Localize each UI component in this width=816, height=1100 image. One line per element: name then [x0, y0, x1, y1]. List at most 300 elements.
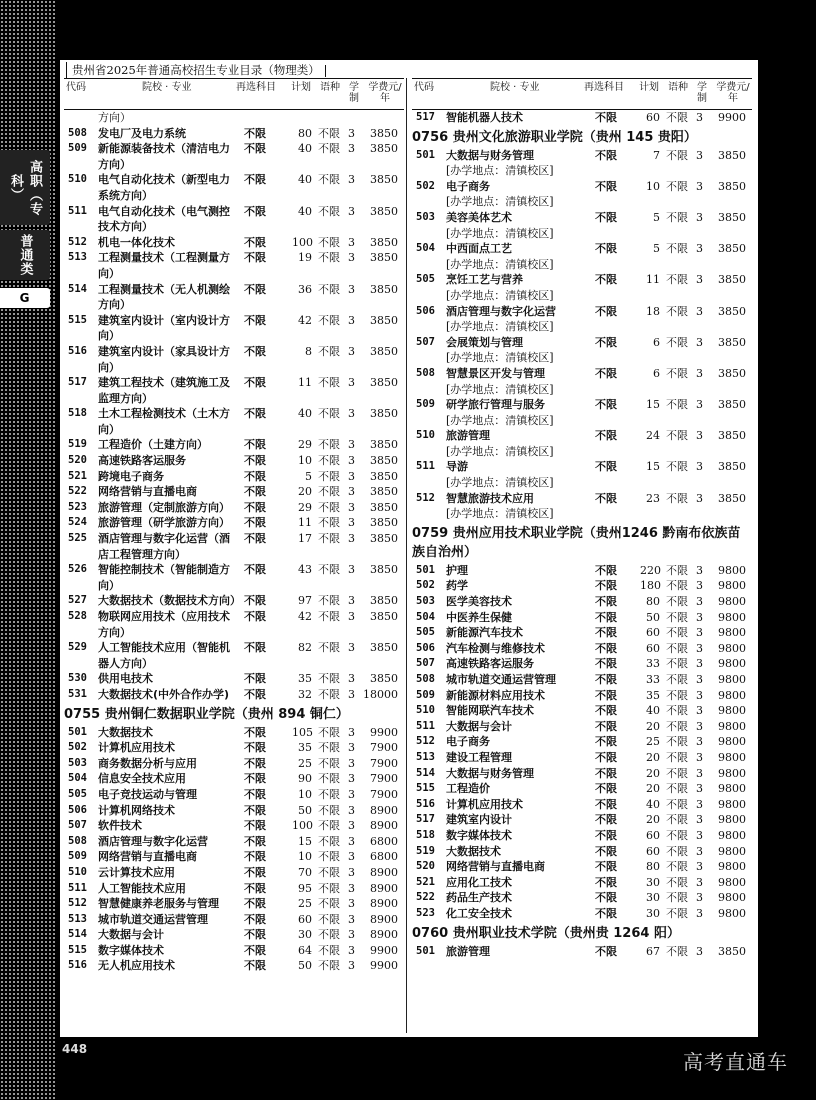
elective-subject: 不限: [595, 797, 617, 811]
elective-subject: 不限: [595, 782, 617, 796]
language: 不限: [318, 438, 340, 452]
tuition-fee: 3850: [718, 210, 746, 224]
major-name: 电子商务: [446, 179, 490, 193]
language: 不限: [666, 797, 688, 811]
plan-count: 180: [640, 579, 661, 593]
table-row: [64, 609, 404, 640]
language: 不限: [318, 725, 340, 739]
tuition-fee: 3850: [370, 126, 398, 140]
major-name: 工程造价: [446, 782, 490, 796]
major-code: 502: [416, 579, 435, 592]
language: 不限: [318, 563, 340, 577]
study-years: 3: [348, 173, 355, 187]
major-code: 510: [68, 173, 87, 186]
table-row: [412, 703, 752, 719]
study-years: 3: [348, 251, 355, 265]
major-code: 502: [416, 179, 435, 192]
plan-count: 80: [646, 595, 660, 609]
study-years: 3: [696, 944, 703, 958]
major-name: 中医养生保健: [446, 610, 512, 624]
elective-subject: 不限: [244, 313, 266, 327]
major-code: 501: [68, 725, 87, 738]
elective-subject: 不限: [244, 344, 266, 358]
left-column: [64, 78, 404, 974]
study-years: 3: [696, 460, 703, 474]
elective-subject: 不限: [595, 750, 617, 764]
major-name: 人工智能技术应用: [98, 881, 186, 895]
elective-subject: 不限: [244, 454, 266, 468]
tuition-fee: 9800: [718, 797, 746, 811]
major-name: 工程测量技术（工程测量方向）: [98, 251, 230, 280]
major-name: 电气自动化技术（新型电力系统方向）: [98, 173, 230, 202]
major-name: 酒店管理与数字化运营: [98, 834, 208, 848]
study-years: 3: [696, 891, 703, 905]
study-years: 3: [696, 844, 703, 858]
elective-subject: 不限: [244, 610, 266, 623]
plan-count: 17: [298, 532, 312, 546]
study-years: 3: [696, 735, 703, 749]
major-code: 524: [68, 516, 87, 529]
table-row: [64, 881, 404, 897]
tuition-fee: 3850: [718, 304, 746, 318]
table-row: [412, 428, 752, 459]
major-code: 511: [416, 460, 435, 473]
language: 不限: [666, 304, 688, 318]
table-row: [64, 562, 404, 593]
major-code: 517: [416, 813, 435, 826]
major-name: 旅游管理: [446, 944, 490, 958]
elective-subject: 不限: [244, 485, 266, 499]
school-heading: [412, 922, 752, 944]
running-title: 贵州省2025年普通高校招生专业目录（物理类）: [66, 62, 326, 78]
major-name: 计算机网络技术: [98, 803, 175, 817]
major-code: 508: [416, 366, 435, 379]
language: 不限: [666, 460, 688, 474]
major-code: 513: [416, 750, 435, 763]
major-code: 523: [68, 500, 87, 513]
table-row: [412, 148, 752, 179]
major-code: 526: [68, 563, 87, 576]
elective-subject: 不限: [244, 469, 266, 483]
campus-location: [办学地点：清镇校区]: [446, 257, 554, 271]
campus-location: [办学地点：清镇校区]: [446, 226, 554, 240]
tuition-fee: 18000: [363, 687, 398, 701]
campus-location: [办学地点：清镇校区]: [446, 351, 554, 365]
table-row: [64, 912, 404, 928]
major-name: 城市轨道交通运营管理: [446, 673, 556, 686]
plan-count: 50: [298, 803, 312, 817]
major-code: 531: [68, 687, 87, 700]
plan-count: 20: [646, 766, 660, 780]
elective-subject: 不限: [595, 844, 617, 858]
table-row: [64, 204, 404, 235]
major-code: 510: [416, 429, 435, 442]
plan-count: 40: [646, 797, 660, 811]
major-name: 网络营销与直播电商: [98, 850, 197, 864]
language: 不限: [666, 944, 688, 958]
table-row: [64, 787, 404, 803]
language: 不限: [318, 803, 340, 817]
tuition-fee: 3850: [370, 563, 398, 577]
header-years: 学制: [697, 82, 707, 104]
language: 不限: [666, 813, 688, 827]
study-years: 3: [696, 782, 703, 796]
table-row: [64, 640, 404, 671]
tuition-fee: 3850: [370, 610, 398, 623]
table-row: [64, 740, 404, 756]
major-name: 智能控制技术（智能制造方向）: [98, 563, 230, 592]
major-code: 506: [416, 304, 435, 317]
study-years: 3: [348, 803, 355, 817]
major-code: 504: [416, 242, 435, 255]
tuition-fee: 9800: [718, 906, 746, 920]
language: 不限: [666, 860, 688, 874]
table-row: [412, 272, 752, 303]
major-name: 智能网联汽车技术: [446, 704, 534, 718]
language: 不限: [318, 235, 340, 249]
study-years: 3: [696, 148, 703, 162]
study-years: 3: [696, 906, 703, 920]
language: 不限: [318, 897, 340, 911]
table-row: [412, 335, 752, 366]
major-code: 506: [416, 641, 435, 654]
major-code: 512: [416, 491, 435, 504]
major-code: 518: [68, 407, 87, 420]
elective-subject: 不限: [595, 460, 617, 474]
language: 不限: [318, 641, 340, 655]
plan-count: 15: [646, 398, 660, 412]
study-years: 3: [696, 610, 703, 624]
language: 不限: [318, 928, 340, 942]
table-row: [412, 734, 752, 750]
elective-subject: 不限: [595, 673, 617, 686]
elective-subject: 不限: [595, 398, 617, 412]
plan-count: 90: [298, 772, 312, 786]
study-years: 3: [696, 111, 703, 124]
major-code: 508: [68, 126, 87, 139]
language: 不限: [666, 673, 688, 686]
tuition-fee: 9900: [370, 959, 398, 973]
language: 不限: [318, 672, 340, 686]
language: 不限: [666, 735, 688, 749]
study-years: 3: [696, 429, 703, 443]
plan-count: 11: [298, 376, 312, 390]
plan-count: 15: [646, 460, 660, 474]
table-row: [412, 491, 752, 522]
table-row: [412, 875, 752, 891]
elective-subject: 不限: [595, 610, 617, 624]
major-name: 方向）: [98, 111, 131, 124]
plan-count: 35: [298, 672, 312, 686]
elective-subject: 不限: [595, 429, 617, 443]
tuition-fee: 9800: [718, 641, 746, 655]
language: 不限: [318, 850, 340, 864]
study-years: 3: [348, 235, 355, 249]
plan-count: 95: [298, 881, 312, 895]
study-years: 3: [348, 344, 355, 358]
elective-subject: 不限: [595, 335, 617, 349]
study-years: 3: [348, 282, 355, 296]
elective-subject: 不限: [595, 563, 617, 577]
major-name: 智慧旅游技术应用: [446, 491, 534, 505]
brand-watermark: 高考直通车: [683, 1050, 788, 1074]
left-body: [64, 110, 404, 974]
plan-count: 30: [298, 928, 312, 942]
language: 不限: [666, 719, 688, 733]
plan-count: 29: [298, 500, 312, 514]
tuition-fee: 9800: [718, 626, 746, 640]
plan-count: 35: [646, 688, 660, 702]
elective-subject: 不限: [595, 273, 617, 287]
study-years: 3: [696, 813, 703, 827]
table-row: [412, 812, 752, 828]
major-code: 514: [68, 928, 87, 941]
table-row: [412, 944, 752, 960]
tuition-fee: 9800: [718, 766, 746, 780]
major-name: 高速铁路客运服务: [98, 454, 186, 468]
study-years: 3: [348, 897, 355, 911]
major-name: 大数据与财务管理: [446, 148, 534, 162]
plan-count: 220: [640, 563, 661, 577]
study-years: 3: [348, 687, 355, 701]
plan-count: 100: [292, 235, 313, 249]
plan-count: 25: [646, 735, 660, 749]
language: 不限: [318, 834, 340, 848]
major-code: 503: [416, 595, 435, 608]
tuition-fee: 8900: [370, 881, 398, 895]
elective-subject: 不限: [595, 719, 617, 733]
plan-count: 20: [646, 813, 660, 827]
major-name: 发电厂及电力系统: [98, 126, 186, 140]
major-name: 新能源汽车技术: [446, 626, 523, 640]
major-code: 517: [68, 376, 87, 389]
tuition-fee: 3850: [718, 148, 746, 162]
table-row: [412, 641, 752, 657]
elective-subject: 不限: [244, 594, 266, 608]
major-code: 502: [68, 741, 87, 754]
language: 不限: [318, 142, 340, 156]
language: 不限: [318, 881, 340, 895]
plan-count: 70: [298, 865, 312, 879]
language: 不限: [666, 595, 688, 609]
major-name: 计算机应用技术: [446, 797, 523, 811]
major-name: 电气自动化技术（电气测控技术方向）: [98, 204, 230, 234]
major-code: 516: [68, 959, 87, 972]
table-row: [64, 172, 404, 203]
campus-location: [办学地点：清镇校区]: [446, 413, 554, 427]
table-row: [64, 958, 404, 974]
study-years: 3: [696, 673, 703, 686]
language: 不限: [318, 282, 340, 296]
major-code: 507: [68, 819, 87, 832]
language: 不限: [666, 626, 688, 640]
table-row: [412, 688, 752, 704]
table-row: [412, 304, 752, 335]
study-years: 3: [696, 704, 703, 718]
plan-count: 5: [305, 469, 312, 483]
major-name: 软件技术: [98, 819, 142, 833]
major-code: 527: [68, 594, 87, 607]
major-name: 电子商务: [446, 735, 490, 749]
school-heading: [64, 703, 404, 725]
tuition-fee: 3850: [718, 398, 746, 412]
study-years: 3: [348, 772, 355, 786]
tuition-fee: 3850: [370, 594, 398, 608]
tuition-fee: 9900: [370, 943, 398, 957]
plan-count: 30: [646, 875, 660, 889]
table-row: [64, 250, 404, 281]
table-row: [64, 671, 404, 687]
major-code: 514: [416, 766, 435, 779]
study-years: 3: [348, 834, 355, 848]
tuition-fee: 7900: [370, 772, 398, 786]
major-code: 501: [416, 563, 435, 576]
study-years: 3: [348, 610, 355, 623]
table-row: [412, 366, 752, 397]
plan-count: 8: [305, 344, 312, 358]
elective-subject: 不限: [244, 282, 266, 296]
major-name: 应用化工技术: [446, 875, 512, 889]
tuition-fee: 9800: [718, 735, 746, 749]
major-code: 516: [68, 344, 87, 357]
study-years: 3: [696, 688, 703, 702]
header-plan: 计划: [291, 82, 311, 93]
study-years: 3: [696, 875, 703, 889]
language: 不限: [318, 943, 340, 957]
elective-subject: 不限: [595, 242, 617, 256]
elective-subject: 不限: [244, 741, 266, 755]
major-name: 大数据与财务管理: [446, 766, 534, 780]
school-heading: [412, 522, 752, 563]
table-row: [412, 179, 752, 210]
header-code: 代码: [66, 82, 86, 93]
study-years: 3: [348, 819, 355, 833]
major-code: 511: [68, 204, 87, 217]
table-row: [412, 625, 752, 641]
study-years: 3: [348, 142, 355, 156]
plan-count: 25: [298, 756, 312, 770]
study-years: 3: [348, 204, 355, 218]
study-years: 3: [696, 626, 703, 640]
study-years: 3: [348, 594, 355, 608]
major-code: 528: [68, 610, 87, 622]
elective-subject: 不限: [244, 563, 266, 577]
school-name: 贵州应用技术职业学院（贵州1246 黔南布依族苗族自治州）: [412, 525, 741, 560]
major-name: 建筑室内设计: [446, 813, 512, 827]
tuition-fee: 3850: [370, 251, 398, 265]
tuition-fee: 3850: [718, 429, 746, 443]
header-subject: 再选科目: [584, 82, 624, 93]
campus-location: [办学地点：清镇校区]: [446, 164, 554, 178]
plan-count: 80: [298, 126, 312, 140]
table-row: [64, 141, 404, 172]
header-school-major: 院校 · 专业: [490, 82, 540, 93]
elective-subject: 不限: [595, 579, 617, 593]
tuition-fee: 8900: [370, 897, 398, 911]
table-row: [412, 859, 752, 875]
tuition-fee: 8900: [370, 912, 398, 926]
major-name: 药学: [446, 579, 468, 593]
elective-subject: 不限: [244, 438, 266, 452]
major-code: 508: [68, 834, 87, 847]
study-years: 3: [696, 179, 703, 193]
major-name: 美容美体艺术: [446, 210, 512, 224]
study-years: 3: [348, 641, 355, 655]
language: 不限: [666, 366, 688, 380]
major-code: 514: [68, 282, 87, 295]
tuition-fee: 9800: [718, 750, 746, 764]
table-row: [64, 235, 404, 251]
major-code: 513: [68, 251, 87, 264]
table-row: [412, 781, 752, 797]
language: 不限: [666, 179, 688, 193]
elective-subject: 不限: [244, 834, 266, 848]
language: 不限: [666, 906, 688, 920]
plan-count: 82: [298, 641, 312, 655]
tuition-fee: 3850: [718, 460, 746, 474]
header-lang: 语种: [320, 82, 340, 93]
elective-subject: 不限: [244, 532, 266, 546]
right-body: [412, 110, 752, 959]
right-column: [412, 78, 752, 959]
major-code: 505: [416, 273, 435, 286]
table-row: [64, 865, 404, 881]
elective-subject: 不限: [595, 595, 617, 609]
side-tab-level: 高职（专科）: [0, 150, 50, 225]
table-row: [412, 610, 752, 626]
table-row: [64, 344, 404, 375]
header-fee: 学费元/年: [368, 82, 402, 104]
major-name: 智能机器人技术: [446, 111, 523, 124]
elective-subject: 不限: [595, 944, 617, 958]
tuition-fee: 9800: [718, 828, 746, 842]
language: 不限: [666, 111, 688, 124]
major-name: 酒店管理与数字化运营（酒店工程管理方向）: [98, 532, 230, 561]
major-name: 城市轨道交通运营管理: [98, 912, 208, 926]
elective-subject: 不限: [595, 111, 617, 124]
elective-subject: 不限: [595, 179, 617, 193]
plan-count: 10: [646, 179, 660, 193]
plan-count: 10: [298, 454, 312, 468]
major-code: 529: [68, 641, 87, 654]
header-code: 代码: [414, 82, 434, 93]
table-row: [64, 313, 404, 344]
tuition-fee: 9800: [718, 860, 746, 874]
major-code: 515: [68, 943, 87, 956]
elective-subject: 不限: [244, 126, 266, 140]
language: 不限: [666, 563, 688, 577]
plan-count: 105: [292, 725, 313, 739]
major-name: 酒店管理与数字化运营: [446, 304, 556, 318]
major-code: 521: [68, 469, 87, 482]
plan-count: 42: [298, 610, 312, 623]
table-row: [412, 844, 752, 860]
tuition-fee: 3850: [370, 672, 398, 686]
campus-location: [办学地点：清镇校区]: [446, 507, 554, 521]
plan-count: 5: [653, 242, 660, 256]
side-tab-letter: G: [0, 288, 50, 308]
elective-subject: 不限: [244, 516, 266, 530]
study-years: 3: [348, 725, 355, 739]
elective-subject: 不限: [244, 881, 266, 895]
language: 不限: [318, 251, 340, 265]
major-name: 导游: [446, 460, 468, 474]
catalog-page: [60, 60, 758, 1037]
tuition-fee: 3850: [370, 344, 398, 358]
plan-count: 36: [298, 282, 312, 296]
major-code: 504: [416, 610, 435, 623]
elective-subject: 不限: [244, 725, 266, 739]
